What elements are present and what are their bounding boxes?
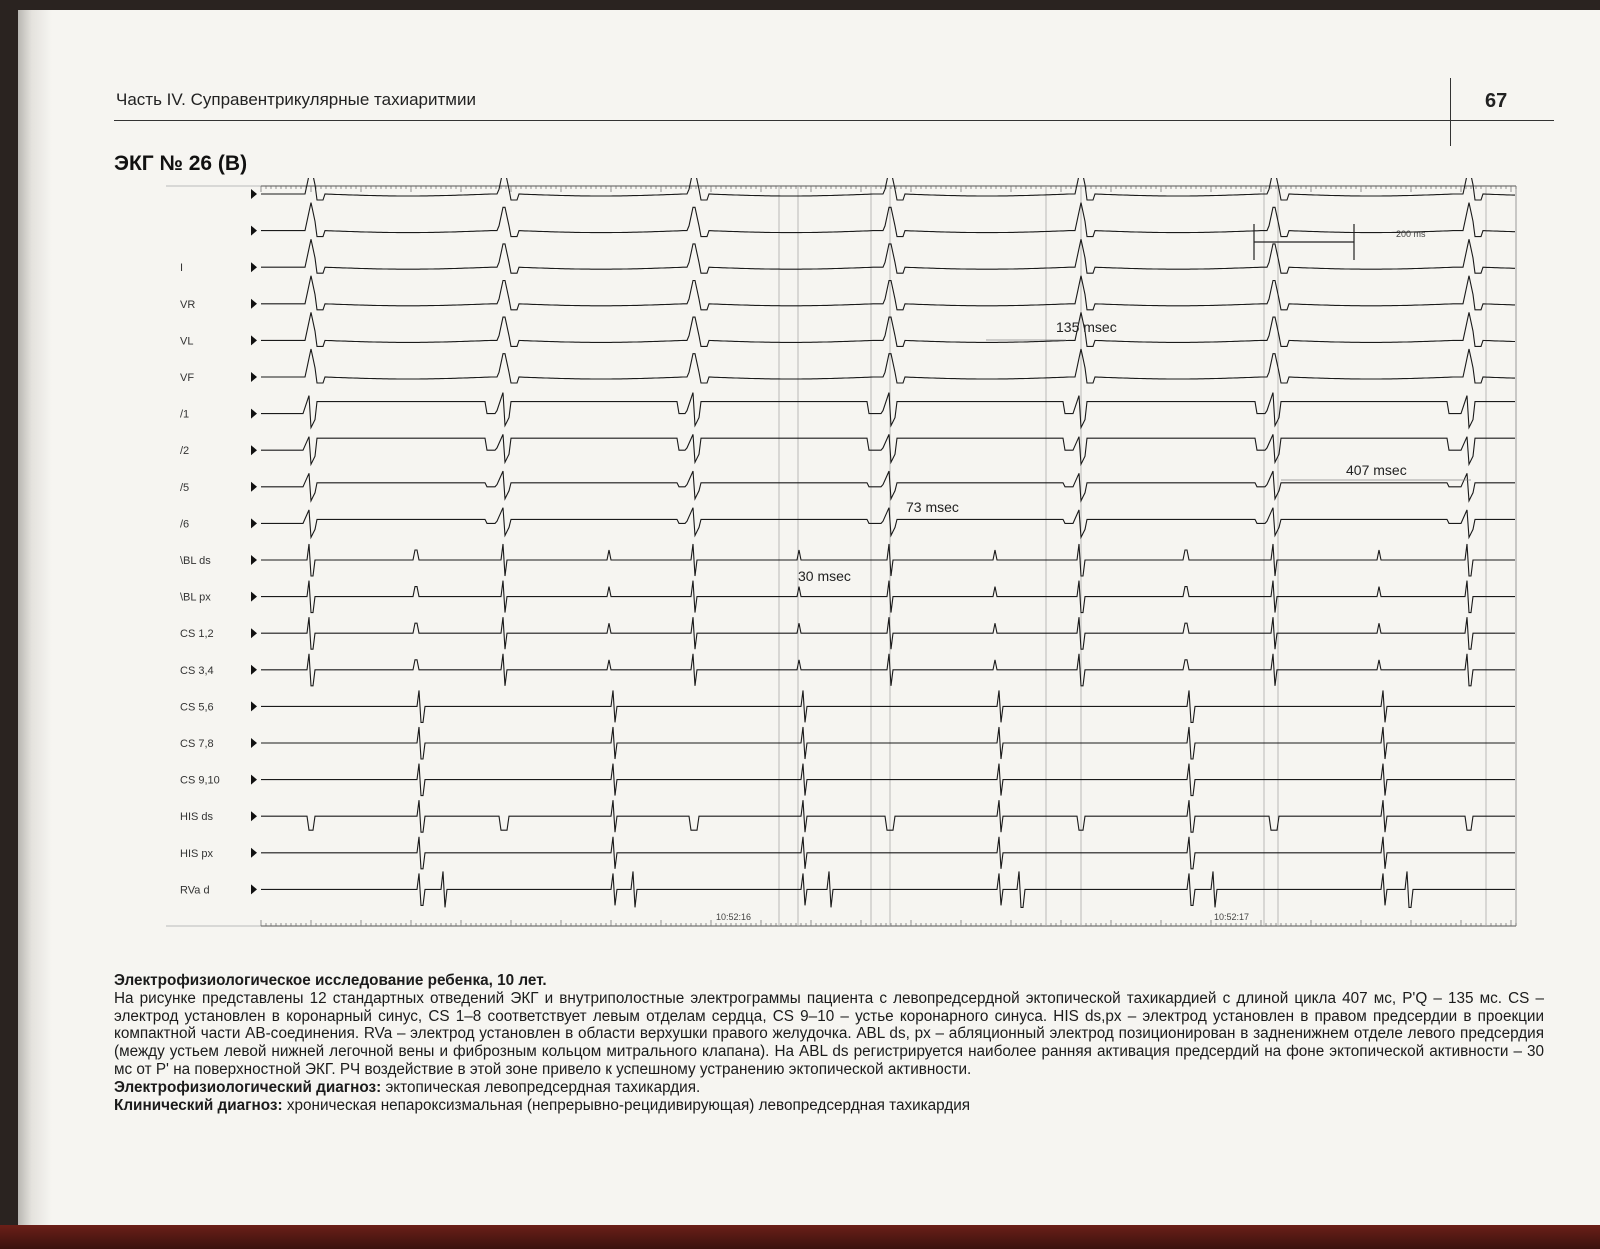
lead-marker xyxy=(251,482,257,492)
ecg-grid xyxy=(166,186,1516,926)
ecg-lead-trace xyxy=(261,203,1515,237)
lead-label: VR xyxy=(180,298,196,311)
book-page xyxy=(18,10,1600,1225)
lead-label: \BL px xyxy=(180,591,211,604)
ecg-lead-trace xyxy=(261,581,1515,613)
lead-label: /5 xyxy=(180,481,190,494)
lead-label: /1 xyxy=(180,408,190,421)
lead-marker xyxy=(251,592,257,602)
lead-label: CS 7,8 xyxy=(180,738,214,750)
ep-diagnosis-value: эктопическая левопредсердная тахикардия. xyxy=(385,1078,701,1096)
book-edge xyxy=(0,1225,1600,1249)
lead-marker xyxy=(251,335,257,345)
lead-marker xyxy=(251,884,257,894)
lead-marker xyxy=(251,665,257,675)
ecg-lead-trace xyxy=(261,837,1515,869)
ecg-lead-trace xyxy=(261,800,1515,832)
section-title: Часть IV. Суправентрикулярные тахиаритмии xyxy=(116,90,476,109)
lead-marker xyxy=(251,226,257,236)
clinical-diagnosis xyxy=(114,1097,1544,1115)
lead-label: HIS px xyxy=(180,847,214,860)
lead-marker xyxy=(251,409,257,419)
lead-marker xyxy=(251,848,257,858)
ecg-lead-trace xyxy=(261,871,1515,907)
ecg-lead-trace xyxy=(261,471,1515,501)
lead-label: CS 3,4 xyxy=(180,664,214,677)
lead-marker xyxy=(251,445,257,455)
annotations xyxy=(716,224,1471,922)
figure-title: ЭКГ № 26 (B) xyxy=(114,152,248,175)
lead-marker xyxy=(251,775,257,785)
ecg-lead-trace xyxy=(261,349,1515,383)
lead-marker xyxy=(251,189,257,199)
lead-marker xyxy=(251,262,257,272)
lead-marker xyxy=(251,701,257,711)
lead-label: CS 9,10 xyxy=(180,774,220,787)
ep-diagnosis-label: Электрофизиологический диагноз: xyxy=(114,1078,382,1096)
ecg-lead-trace xyxy=(261,617,1515,649)
header-rule xyxy=(114,120,1554,121)
lead-label: CS 5,6 xyxy=(180,701,214,714)
figure-caption xyxy=(114,972,1544,1114)
ecg-lead-trace xyxy=(261,393,1515,428)
lead-label: /2 xyxy=(180,445,190,458)
timestamp-1: 10:52:16 xyxy=(716,912,752,922)
lead-marker xyxy=(251,518,257,528)
lead-label: I xyxy=(180,262,184,275)
interval-73-label: 73 msec xyxy=(906,499,959,515)
ecg-traces xyxy=(261,178,1515,907)
clinical-diagnosis-value: хроническая непароксизмальная (непрерывно-рецидивирующая) левопредсердная тахикардия xyxy=(286,1096,971,1114)
lead-label: HIS ds xyxy=(180,811,214,824)
timestamp-2: 10:52:17 xyxy=(1214,912,1250,922)
ecg-lead-trace xyxy=(261,727,1515,759)
ecg-lead-trace xyxy=(261,276,1515,310)
lead-label: CS 1,2 xyxy=(180,628,214,641)
ecg-lead-trace xyxy=(261,239,1515,273)
ep-diagnosis xyxy=(114,1079,1544,1097)
ecg-lead-trace xyxy=(261,312,1515,346)
ecg-lead-trace xyxy=(261,434,1515,464)
caption-heading: Электрофизиологическое исследование ребенка, 10 лет. xyxy=(114,972,547,989)
lead-marker xyxy=(251,372,257,382)
lead-labels xyxy=(180,189,257,896)
page-number: 67 xyxy=(1485,90,1508,112)
lead-label: /6 xyxy=(180,518,190,531)
lead-label: VL xyxy=(180,335,194,348)
clinical-diagnosis-label: Клинический диагноз: xyxy=(114,1096,283,1114)
page-spine-shadow xyxy=(18,10,52,1225)
caption-body: На рисунке представлены 12 стандартных отведений ЭКГ и внутриполостные электрограммы пациента с левопредсердной эктопической тахикардией с длиной цикла 407 мс, P'Q – 135 мс. CS – электрод установлен в коронарный синус, CS 1–8 соответствует левым отделам сердца, CS 9–10 – устье коронарного синуса. HIS ds,px – электрод установлен в правом предсердии в проекции компактной части АВ-соединения. RVa – электрод установлен в области верхушки правого желудочка. ABL ds, px – абляционный электрод позиционирован в задненижнем отделе левого предсердия (между устьем левой нижней легочной вены и фиброзным кольцом митрального клапана). На ABL ds регистрируется наиболее ранняя активация предсердий на фоне эктопической активности – 30 мс от P' на поверхностной ЭКГ. РЧ воздействие в этой зоне привело к успешному устранению эктопической активности. xyxy=(114,989,1544,1078)
ecg-lead-trace xyxy=(261,544,1515,576)
interval-30-label: 30 msec xyxy=(798,568,851,584)
lead-label: RVa d xyxy=(180,884,210,897)
lead-marker xyxy=(251,628,257,638)
ecg-lead-trace xyxy=(261,690,1515,722)
ecg-tracing xyxy=(166,178,1551,948)
lead-marker xyxy=(251,738,257,748)
cycle-length-label: 407 msec xyxy=(1346,462,1407,478)
lead-marker xyxy=(251,811,257,821)
ecg-lead-trace xyxy=(261,508,1515,538)
lead-marker xyxy=(251,299,257,309)
scale-bar-label: 200 ms xyxy=(1396,229,1426,239)
page-number-divider xyxy=(1450,78,1451,146)
pq-interval-label: 135 msec xyxy=(1056,319,1117,335)
ecg-lead-trace xyxy=(261,654,1515,686)
ecg-lead-trace xyxy=(261,764,1515,796)
lead-label: \BL ds xyxy=(180,555,211,567)
ecg-lead-trace xyxy=(261,178,1515,200)
lead-marker xyxy=(251,555,257,565)
lead-label: VF xyxy=(180,372,195,384)
